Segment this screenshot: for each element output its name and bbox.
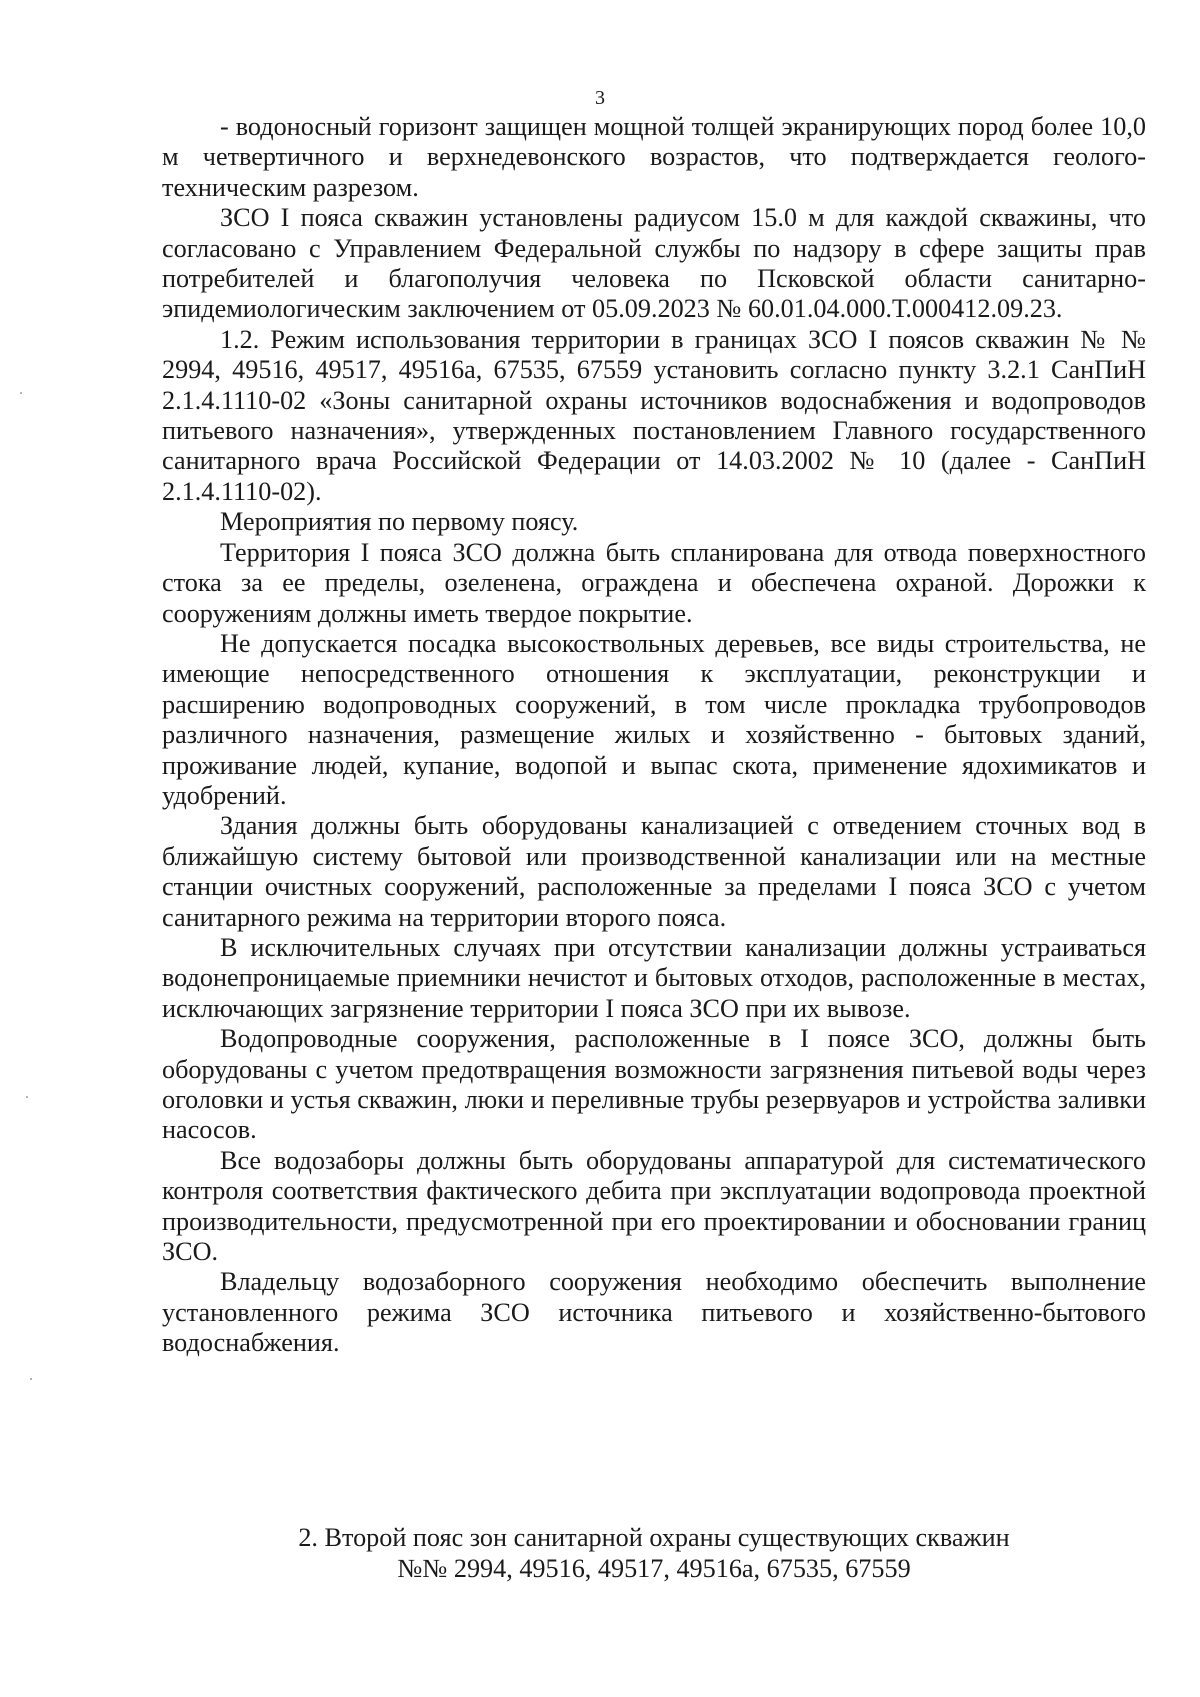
paragraph-exceptional-cases: В исключительных случаях при отсутствии канализации должны устраиваться водонепроницаемые приемники нечистот и бытовых отходов, расположенные в местах, исключающих загрязнение территории I пояса ЗСО при их вывозе. xyxy=(162,932,1146,1023)
body-text xyxy=(162,112,1146,1359)
paragraph-first-zone-measures: Мероприятия по первому поясу. xyxy=(220,507,579,537)
paragraph-zone-radius: ЗСО I пояса скважин установлены радиусом 15.0 м для каждой скважины, что согласовано с Управлением Федеральной службы по надзору в сфере защиты прав потребителей и благополучия человека по Псковской области санитарно-эпидемиологическим заключением от 05.09.2023 № 60.01.04.000.Т.000412.09.23. xyxy=(162,203,1146,324)
scan-speck xyxy=(20,392,22,394)
paragraph-sewerage: Здания должны быть оборудованы канализацией с отведением сточных вод в ближайшую систему бытовой или производственной канализации или на местные станции очистных сооружений, расположенные за пределами I пояса ЗСО с учетом санитарного режима на территории второго пояса. xyxy=(162,811,1146,932)
paragraph-monitoring-equipment: Все водозаборы должны быть оборудованы аппаратурой для систематического контроля соответствия фактического дебита при эксплуатации водопровода проектной производительности, предусмотренной при его проектировании и обосновании границ ЗСО. xyxy=(162,1145,1146,1267)
paragraph-water-structures: Водопроводные сооружения, расположенные в I поясе ЗСО, должны быть оборудованы с учетом предотвращения возможности загрязнения питьевой воды через оголовки и устья скважин, люки и переливные трубы резервуаров и устройства заливки насосов. xyxy=(162,1024,1146,1145)
paragraph-aquifer-protection: - водоносный горизонт защищен мощной толщей экранирующих пород более 10,0 м четвертичного и верхнедевонского возрастов, что подтверждается геолого-техническим разрезом. xyxy=(162,112,1146,202)
scan-speck xyxy=(30,1378,32,1380)
paragraph-owner-obligations: Владельцу водозаборного сооружения необходимо обеспечить выполнение установленного режима ЗСО источника питьевого и хозяйственно-бытового водоснабжения. xyxy=(162,1267,1146,1358)
paragraph-territory-planning: Территория I пояса ЗСО должна быть спланирована для отвода поверхностного стока за ее пределы, озеленена, ограждена и обеспечена охраной. Дорожки к сооружениям должны иметь твердое покрытие. xyxy=(162,537,1146,628)
section-heading-wells: №№ 2994, 49516, 49517, 49516а, 67535, 67559 xyxy=(397,1554,911,1583)
page-number: 3 xyxy=(595,87,605,109)
scan-speck xyxy=(26,1096,28,1098)
paragraph-prohibitions: Не допускается посадка высокоствольных деревьев, все виды строительства, не имеющие непосредственного отношения к эксплуатации, реконструкции и расширению водопроводных сооружений, в том числе прокладка трубопроводов различного назначения, размещение жилых и хозяйственно - бытовых зданий, проживание людей, купание, водопой и выпас скота, применение ядохимикатов и удобрений. xyxy=(162,628,1146,810)
section-heading-title: 2. Второй пояс зон санитарной охраны существующих скважин xyxy=(298,1523,1010,1552)
section-heading xyxy=(162,1522,1146,1584)
paragraph-usage-regime: 1.2. Режим использования территории в границах ЗСО I поясов скважин № № 2994, 49516, 49517, 49516а, 67535, 67559 установить согласно пункту 3.2.1 СанПиН 2.1.4.1110-02 «Зоны санитарной охраны источников водоснабжения и водопроводов питьевого назначения», утвержденных постановлением Главного государственного санитарного врача Российской Федерации от 14.03.2002 № 10 (далее - СанПиН 2.1.4.1110-02). xyxy=(162,324,1146,506)
